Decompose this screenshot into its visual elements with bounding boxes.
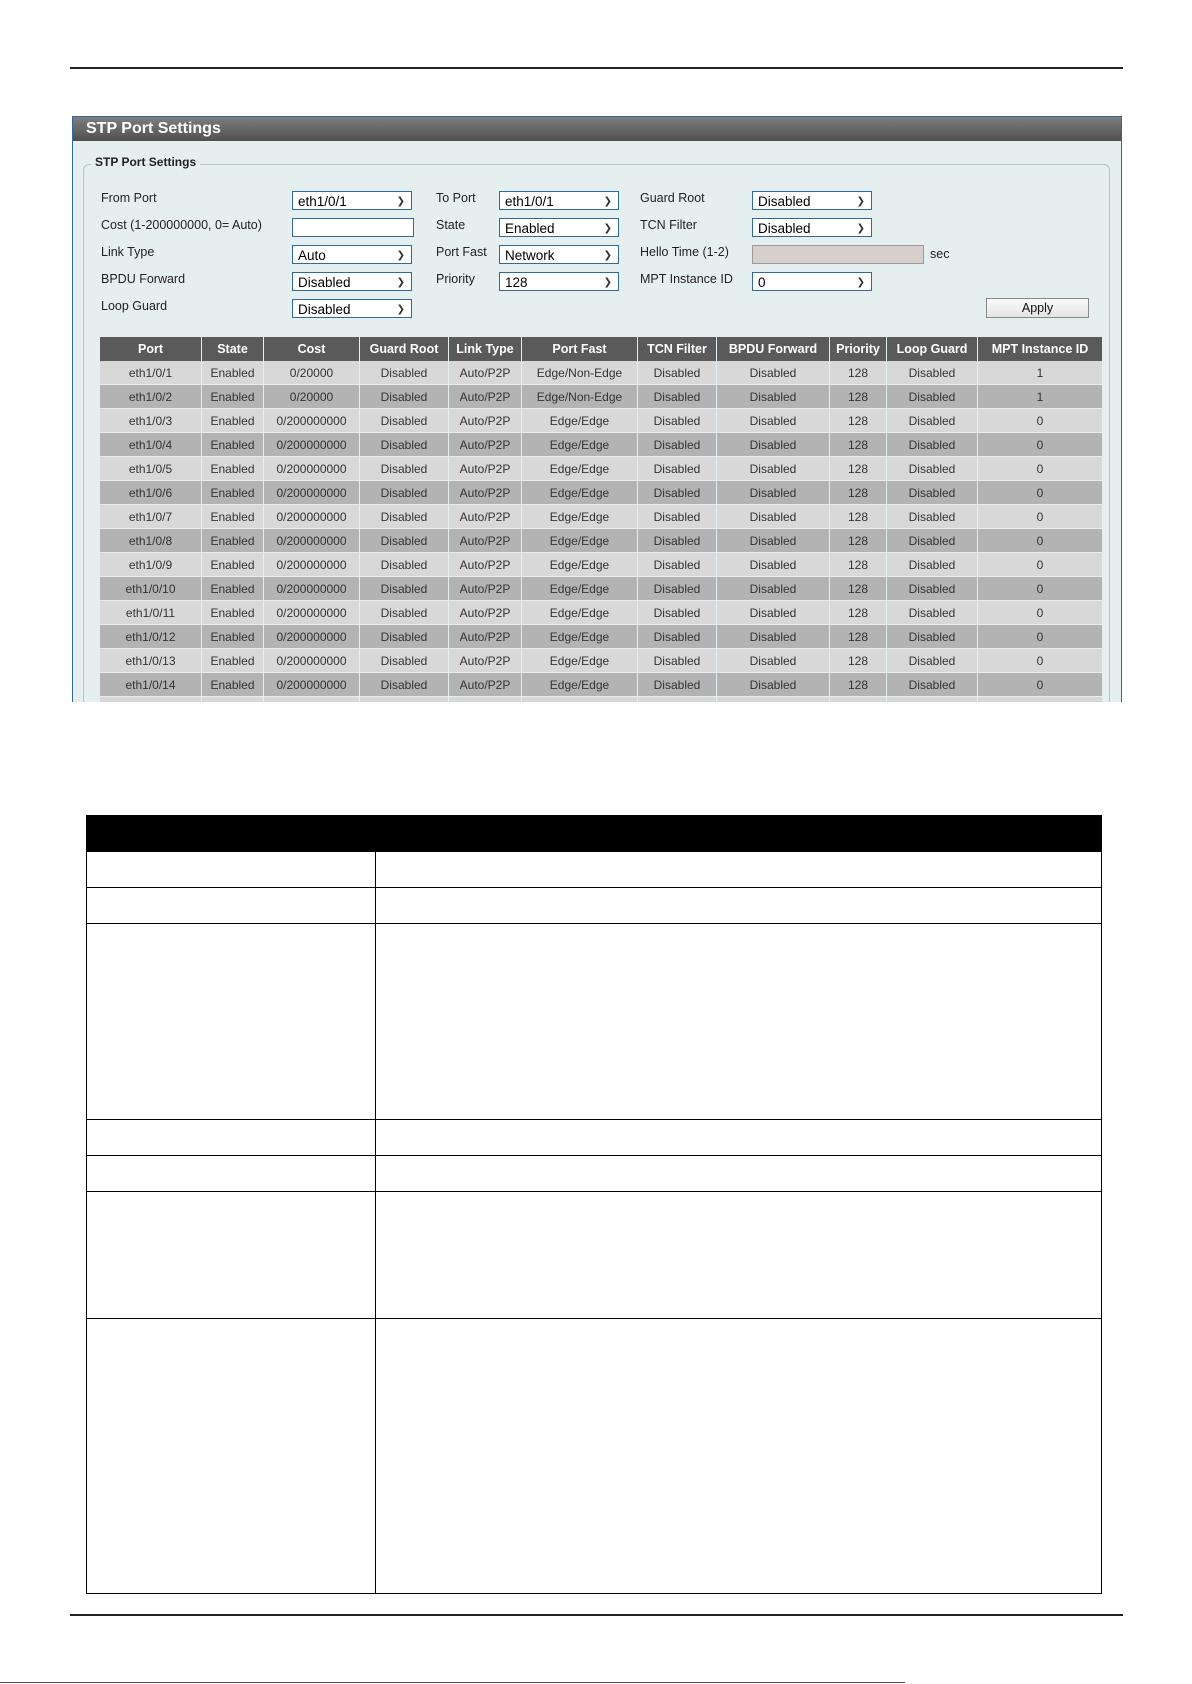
table-cell: Disabled	[360, 433, 449, 457]
table-cell: Disabled	[717, 601, 830, 625]
table-cell: eth1/0/2	[100, 385, 202, 409]
priority-label: Priority	[436, 272, 475, 286]
table-row	[100, 625, 1103, 649]
col-link-type-header: Link Type	[449, 337, 522, 361]
table-cell: Disabled	[887, 625, 978, 649]
description-row	[87, 1155, 1101, 1191]
col-guard-root-header: Guard Root	[360, 337, 449, 361]
table-cell: Disabled	[717, 505, 830, 529]
table-cell: Disabled	[717, 649, 830, 673]
table-cell: Auto/P2P	[449, 481, 522, 505]
page-bottom-line	[0, 1682, 905, 1683]
table-cell: 0/200000000	[264, 409, 360, 433]
table-cell: 0	[978, 625, 1103, 649]
mpt-instance-label: MPT Instance ID	[640, 272, 733, 286]
table-cell: 128	[830, 409, 887, 433]
table-cell: 0/200000000	[264, 649, 360, 673]
table-cell: Disabled	[360, 457, 449, 481]
table-cell: Disabled	[638, 505, 717, 529]
col-port-fast-header: Port Fast	[522, 337, 638, 361]
tcn-filter-select[interactable]	[752, 218, 872, 237]
bpdu-forward-select[interactable]	[292, 272, 412, 291]
table-cell: Disabled	[360, 625, 449, 649]
table-row	[100, 649, 1103, 673]
hello-time-unit: sec	[930, 247, 950, 261]
table-cell	[522, 697, 638, 703]
table-cell: Disabled	[638, 625, 717, 649]
table-cell: Auto/P2P	[449, 625, 522, 649]
table-cell: Disabled	[360, 409, 449, 433]
loop-guard-label: Loop Guard	[101, 299, 168, 313]
table-cell: Disabled	[717, 529, 830, 553]
description-row	[87, 1119, 1101, 1155]
chevron-down-icon: ❯	[603, 196, 612, 207]
table-cell: 128	[830, 601, 887, 625]
table-cell: 0/200000000	[264, 457, 360, 481]
table-row	[100, 457, 1103, 481]
stp-port-settings-panel	[72, 116, 1122, 702]
apply-button[interactable]: Apply	[986, 298, 1089, 318]
table-cell: Disabled	[717, 409, 830, 433]
table-cell: Disabled	[887, 361, 978, 385]
loop-guard-select[interactable]	[292, 299, 412, 318]
port-fast-label: Port Fast	[436, 245, 487, 259]
col-cost-header: Cost	[264, 337, 360, 361]
table-cell: Disabled	[638, 409, 717, 433]
description-table	[86, 815, 1102, 1594]
description-row	[87, 923, 1101, 1119]
table-cell: 0/20000	[264, 361, 360, 385]
to-port-label: To Port	[436, 191, 476, 205]
chevron-down-icon: ❯	[603, 223, 612, 234]
loop-guard-value: Disabled	[298, 302, 351, 317]
bpdu-forward-value: Disabled	[298, 275, 351, 290]
priority-value: 128	[505, 275, 528, 290]
col-state-header: State	[202, 337, 264, 361]
cost-input[interactable]	[292, 218, 414, 237]
table-row	[100, 361, 1103, 385]
description-table-header	[87, 816, 1101, 851]
table-cell: 0/200000000	[264, 433, 360, 457]
table-cell: Edge/Edge	[522, 481, 638, 505]
chevron-down-icon: ❯	[396, 304, 405, 315]
table-cell: Edge/Edge	[522, 409, 638, 433]
description-row	[87, 1318, 1101, 1593]
table-cell: Disabled	[717, 481, 830, 505]
table-cell: 1	[978, 385, 1103, 409]
table-cell: Disabled	[638, 433, 717, 457]
table-cell: Disabled	[638, 601, 717, 625]
table-cell	[202, 697, 264, 703]
col-loop-guard-header: Loop Guard	[887, 337, 978, 361]
table-cell: 0	[978, 553, 1103, 577]
bpdu-forward-label: BPDU Forward	[101, 272, 186, 286]
table-cell: Enabled	[202, 457, 264, 481]
table-cell: Disabled	[717, 553, 830, 577]
table-cell: Auto/P2P	[449, 577, 522, 601]
table-cell: eth1/0/14	[100, 673, 202, 697]
table-cell: Disabled	[717, 577, 830, 601]
page-header-rule	[70, 67, 1123, 69]
table-cell: 0	[978, 433, 1103, 457]
table-cell: Disabled	[638, 361, 717, 385]
table-cell: Edge/Non-Edge	[522, 385, 638, 409]
table-cell: Disabled	[638, 481, 717, 505]
table-cell: Disabled	[887, 577, 978, 601]
table-cell: Auto/P2P	[449, 505, 522, 529]
table-cell: Auto/P2P	[449, 361, 522, 385]
table-cell: Disabled	[360, 577, 449, 601]
table-cell: eth1/0/12	[100, 625, 202, 649]
table-cell: Disabled	[887, 385, 978, 409]
table-cell: Disabled	[638, 673, 717, 697]
table-cell: Enabled	[202, 505, 264, 529]
table-cell: Disabled	[638, 529, 717, 553]
table-cell: Enabled	[202, 385, 264, 409]
table-row	[100, 697, 1103, 703]
table-cell: Edge/Edge	[522, 601, 638, 625]
table-cell: Disabled	[638, 457, 717, 481]
col-mpt-instance-header: MPT Instance ID	[978, 337, 1103, 361]
table-cell: 0	[978, 457, 1103, 481]
guard-root-select[interactable]	[752, 191, 872, 210]
table-cell: Disabled	[360, 505, 449, 529]
table-cell: Disabled	[360, 529, 449, 553]
table-cell: Auto/P2P	[449, 433, 522, 457]
table-cell: 0	[978, 505, 1103, 529]
table-cell: Edge/Edge	[522, 553, 638, 577]
table-cell: Disabled	[717, 385, 830, 409]
table-cell: Enabled	[202, 529, 264, 553]
table-cell: Auto/P2P	[449, 601, 522, 625]
table-cell: 128	[830, 529, 887, 553]
port-fast-value: Network	[505, 248, 555, 263]
table-cell	[100, 697, 202, 703]
table-cell: 0/200000000	[264, 601, 360, 625]
table-cell: 0/200000000	[264, 577, 360, 601]
table-row	[100, 601, 1103, 625]
table-cell: Edge/Edge	[522, 529, 638, 553]
table-cell: Enabled	[202, 577, 264, 601]
table-cell: Disabled	[360, 649, 449, 673]
table-cell: Auto/P2P	[449, 385, 522, 409]
table-row	[100, 553, 1103, 577]
table-cell: 0/200000000	[264, 529, 360, 553]
table-cell: Disabled	[360, 673, 449, 697]
table-cell: Disabled	[717, 361, 830, 385]
table-cell: 128	[830, 481, 887, 505]
table-cell: 0/200000000	[264, 505, 360, 529]
mpt-instance-value: 0	[758, 275, 766, 290]
table-cell: 0/200000000	[264, 673, 360, 697]
col-bpdu-forward-header: BPDU Forward	[717, 337, 830, 361]
state-value: Enabled	[505, 221, 555, 236]
table-cell: Enabled	[202, 481, 264, 505]
table-cell: Disabled	[887, 649, 978, 673]
table-cell	[978, 697, 1103, 703]
port-fast-select[interactable]	[499, 245, 619, 264]
table-cell: Edge/Edge	[522, 505, 638, 529]
table-cell: Enabled	[202, 553, 264, 577]
col-port-header: Port	[100, 337, 202, 361]
table-row	[100, 385, 1103, 409]
table-cell: Enabled	[202, 433, 264, 457]
table-cell: Enabled	[202, 649, 264, 673]
chevron-down-icon: ❯	[856, 277, 865, 288]
table-cell: 128	[830, 553, 887, 577]
table-cell: Disabled	[887, 505, 978, 529]
table-cell: eth1/0/9	[100, 553, 202, 577]
to-port-value: eth1/0/1	[505, 194, 554, 209]
table-cell: 128	[830, 673, 887, 697]
page-footer-rule	[70, 1614, 1123, 1616]
chevron-down-icon: ❯	[396, 196, 405, 207]
table-cell: Enabled	[202, 625, 264, 649]
table-row	[100, 529, 1103, 553]
chevron-down-icon: ❯	[396, 250, 405, 261]
table-cell: eth1/0/6	[100, 481, 202, 505]
table-row	[100, 481, 1103, 505]
table-cell: 128	[830, 625, 887, 649]
table-cell: eth1/0/10	[100, 577, 202, 601]
tcn-filter-label: TCN Filter	[640, 218, 697, 232]
table-cell	[830, 697, 887, 703]
description-row	[87, 1191, 1101, 1318]
table-cell: Disabled	[360, 481, 449, 505]
table-cell	[360, 697, 449, 703]
description-row	[87, 887, 1101, 923]
table-cell: 0	[978, 577, 1103, 601]
tcn-filter-value: Disabled	[758, 221, 811, 236]
table-cell: 0/200000000	[264, 481, 360, 505]
table-row	[100, 505, 1103, 529]
table-body	[100, 361, 1103, 702]
state-label: State	[436, 218, 466, 232]
table-cell: Disabled	[717, 625, 830, 649]
table-cell: Disabled	[887, 481, 978, 505]
table-cell: 0	[978, 673, 1103, 697]
table-cell: Auto/P2P	[449, 409, 522, 433]
table-cell: 0	[978, 601, 1103, 625]
table-cell: Edge/Edge	[522, 625, 638, 649]
col-tcn-filter-header: TCN Filter	[638, 337, 717, 361]
fieldset-legend: STP Port Settings	[91, 155, 200, 169]
table-cell: Disabled	[717, 673, 830, 697]
table-cell: Auto/P2P	[449, 673, 522, 697]
table-cell	[887, 697, 978, 703]
table-cell: Disabled	[887, 433, 978, 457]
guard-root-label: Guard Root	[640, 191, 705, 205]
table-cell: Enabled	[202, 361, 264, 385]
hello-time-label: Hello Time (1-2)	[640, 245, 729, 259]
table-cell: 0	[978, 481, 1103, 505]
table-cell: eth1/0/4	[100, 433, 202, 457]
table-cell: eth1/0/3	[100, 409, 202, 433]
table-cell: Auto/P2P	[449, 457, 522, 481]
table-cell: 128	[830, 385, 887, 409]
table-cell: Edge/Non-Edge	[522, 361, 638, 385]
table-cell: eth1/0/8	[100, 529, 202, 553]
table-header-row	[100, 337, 1103, 361]
table-cell: eth1/0/1	[100, 361, 202, 385]
table-cell: Enabled	[202, 673, 264, 697]
table-cell: Disabled	[360, 361, 449, 385]
priority-select[interactable]	[499, 272, 619, 291]
cost-label: Cost (1-200000000, 0= Auto)	[101, 218, 262, 232]
table-cell: 128	[830, 577, 887, 601]
table-cell: Disabled	[887, 457, 978, 481]
table-cell: 1	[978, 361, 1103, 385]
table-cell: Enabled	[202, 601, 264, 625]
table-cell: Disabled	[717, 433, 830, 457]
table-cell: Disabled	[887, 601, 978, 625]
table-cell: 128	[830, 433, 887, 457]
state-select[interactable]	[499, 218, 619, 237]
description-row	[87, 851, 1101, 887]
link-type-value: Auto	[298, 248, 326, 263]
from-port-value: eth1/0/1	[298, 194, 347, 209]
table-cell: Auto/P2P	[449, 529, 522, 553]
table-cell: Disabled	[887, 409, 978, 433]
col-priority-header: Priority	[830, 337, 887, 361]
table-cell: Edge/Edge	[522, 673, 638, 697]
table-cell: eth1/0/5	[100, 457, 202, 481]
chevron-down-icon: ❯	[603, 250, 612, 261]
table-cell	[717, 697, 830, 703]
link-type-select[interactable]	[292, 245, 412, 264]
table-cell: 128	[830, 505, 887, 529]
table-cell: Edge/Edge	[522, 649, 638, 673]
table-cell: Disabled	[360, 601, 449, 625]
stp-port-table	[100, 337, 1103, 702]
table-cell	[449, 697, 522, 703]
table-cell: Edge/Edge	[522, 577, 638, 601]
table-cell: Auto/P2P	[449, 649, 522, 673]
table-cell: Disabled	[887, 673, 978, 697]
table-row	[100, 433, 1103, 457]
table-cell	[638, 697, 717, 703]
table-cell: Disabled	[638, 577, 717, 601]
table-cell: Disabled	[638, 553, 717, 577]
table-row	[100, 409, 1103, 433]
chevron-down-icon: ❯	[856, 223, 865, 234]
guard-root-value: Disabled	[758, 194, 811, 209]
table-cell: 128	[830, 649, 887, 673]
table-cell: eth1/0/13	[100, 649, 202, 673]
table-row	[100, 577, 1103, 601]
table-cell: Disabled	[360, 385, 449, 409]
table-cell: Disabled	[638, 649, 717, 673]
table-cell: Edge/Edge	[522, 457, 638, 481]
table-cell: eth1/0/7	[100, 505, 202, 529]
panel-title: STP Port Settings	[73, 117, 1121, 141]
table-cell: eth1/0/11	[100, 601, 202, 625]
table-cell: 0	[978, 529, 1103, 553]
table-cell: 0	[978, 409, 1103, 433]
from-port-label: From Port	[101, 191, 157, 205]
chevron-down-icon: ❯	[396, 277, 405, 288]
from-port-select[interactable]	[292, 191, 412, 210]
table-cell	[264, 697, 360, 703]
table-cell: Disabled	[887, 529, 978, 553]
table-cell: Auto/P2P	[449, 553, 522, 577]
chevron-down-icon: ❯	[856, 196, 865, 207]
table-cell: 0/200000000	[264, 625, 360, 649]
table-cell: Disabled	[360, 553, 449, 577]
link-type-label: Link Type	[101, 245, 155, 259]
table-cell: 0/200000000	[264, 553, 360, 577]
table-row	[100, 673, 1103, 697]
table-cell: Disabled	[717, 457, 830, 481]
mpt-instance-select[interactable]	[752, 272, 872, 291]
hello-time-input	[752, 245, 924, 264]
table-cell: 128	[830, 361, 887, 385]
table-cell: 0	[978, 649, 1103, 673]
chevron-down-icon: ❯	[603, 277, 612, 288]
table-cell: Disabled	[638, 385, 717, 409]
table-cell: Disabled	[887, 553, 978, 577]
table-cell: 128	[830, 457, 887, 481]
table-cell: 0/20000	[264, 385, 360, 409]
to-port-select[interactable]	[499, 191, 619, 210]
table-cell: Enabled	[202, 409, 264, 433]
table-cell: Edge/Edge	[522, 433, 638, 457]
